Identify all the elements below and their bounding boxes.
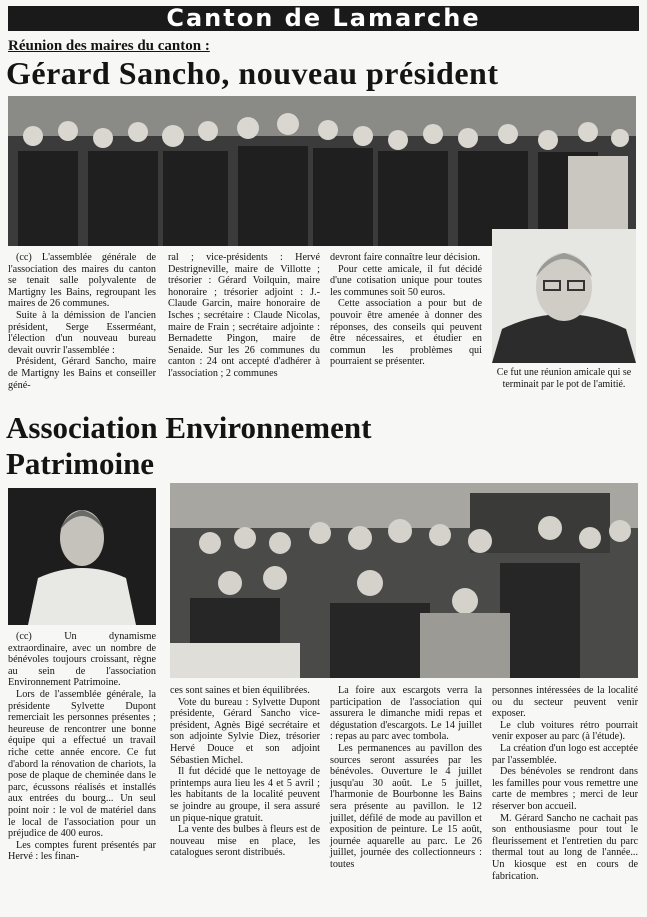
- portrait-photo-president-illustration: [492, 229, 636, 363]
- article1-col1-paragraph-2: Suite à la démission de l'ancien président, Serge Esserméant, l'élection d'un nouveau bureau devait ouvrir l'assemblée :: [8, 309, 156, 356]
- article2-col2-paragraph-4: La vente des bulbes à fleurs est de nouveau mise en place, les catalogues seront distribués.: [170, 824, 320, 859]
- article1-column-3: [330, 252, 482, 368]
- article2-col1-paragraph-3: Les comptes furent présentés par Hervé : les finan-: [8, 839, 156, 863]
- article2-column-4: [492, 685, 638, 882]
- group-photo-mayors-illustration: [8, 96, 636, 246]
- article2-col4-paragraph-2: Le club voitures rétro pourrait venir exposer au parc (à l'étude).: [492, 719, 638, 743]
- portrait-photo-president: [492, 229, 636, 363]
- section-banner: [8, 6, 639, 31]
- group-photo-mayors: [8, 96, 636, 246]
- article1-col1-paragraph-1: (cc) L'assemblée générale de l'association des maires du canton se tenait salle polyvalente de Martigny les Bains, regroupant les maires de 26 communes.: [8, 252, 156, 310]
- article2-column-1: [8, 631, 156, 863]
- article1-kicker: Réunion des maires du canton :: [8, 38, 210, 54]
- article2-col4-paragraph-1: personnes intéressées de la localité ou du secteur peuvent venir exposer.: [492, 685, 638, 720]
- article2-col3-paragraph-1: La foire aux escargots verra la participation de l'association qui assurera le dimanche midi repas et dégustation d'escargots. Le 14 juillet : repas au parc avec tombola.: [330, 685, 482, 743]
- article1-headline: Gérard Sancho, nouveau président: [6, 55, 499, 91]
- group-photo-association-illustration: [170, 483, 638, 678]
- article2-col1-paragraph-2: Lors de l'assemblée générale, la présidente Sylvette Dupont remerciait les personnes présentes ; heureuse de rencontrer une bonne équipe qui a effectué un travail riche cette année encore. Ce fut d'abord la rénovation de chariots, la pose de plaque de cheminée dans le parc, écussons réalisés et installés aux entrées du bourg... Un seul point noir : le vol de matériel dans le local de l'association pour un préjudice de 400 euros.: [8, 688, 156, 840]
- article1-col2-paragraph-1: ral ; vice-présidents : Hervé Destrigneville, maire de Villotte ; trésorier : Gérard Voilquin, maire honoraire ; trésorier adjoint : J.-Claude Garcin, maire honoraire de Isches ; secrétaire : Claude Nicolas, maire de Frain ; secrétaire adjointe : Bernadette Pingon, maire de Senaide. Sur les 26 communes du canton : 24 ont accepté d'adhérer à l'association ; 2 communes: [168, 252, 320, 379]
- portrait-photo-president-association: [8, 488, 156, 625]
- article2-col4-paragraph-5: M. Gérard Sancho ne cachait pas son enthousiasme pour tout le fleurissement et l'entretien du parc thermal tout au long de l'année... Un kiosque est en cours de fabrication.: [492, 812, 638, 882]
- article1-col1-paragraph-3: Président, Gérard Sancho, maire de Martigny les Bains et conseiller géné-: [8, 356, 156, 391]
- article2-col4-paragraph-4: Des bénévoles se rendront dans les familles pour vous remettre une carte de membres ; merci de leur réserver bon accueil.: [492, 766, 638, 812]
- article2-headline: Association Environnement Patrimoine: [6, 410, 372, 481]
- portrait-caption: Ce fut une réunion amicale qui se terminait par le pot de l'amitié.: [496, 367, 632, 390]
- portrait-photo-president-association-illustration: [8, 488, 156, 625]
- article1-column-2: [168, 252, 320, 380]
- article1-column-1: [8, 252, 156, 391]
- article2-col1-paragraph-1: (cc) Un dynamisme extraordinaire, avec un nombre de bénévoles toujours croissant, règne au sein de l'association Environnement Patrimoine.: [8, 631, 156, 689]
- article1-col3-paragraph-3: Cette association a pour but de pouvoir être amenée à donner des réponses, des conseils qui peuvent être nécessaires, et étudier en commun les problèmes qui pourraient se présenter.: [330, 298, 482, 368]
- group-photo-association: [170, 483, 638, 678]
- section-banner-title: Canton de Lamarche: [166, 4, 481, 32]
- article2-column-3: [330, 685, 482, 871]
- article2-col4-paragraph-3: La création d'un logo est acceptée par l'assemblée.: [492, 742, 638, 766]
- article2-column-2: [170, 685, 320, 859]
- article2-col2-paragraph-1: ces sont saines et bien équilibrées.: [170, 685, 310, 696]
- article1-col3-paragraph-1: devront faire connaître leur décision.: [330, 252, 481, 263]
- article2-col2-paragraph-2: Vote du bureau : Sylvette Dupont présidente, Gérard Sancho vice-président, Agnès Bigé secrétaire et son adjointe Sylvie Diez, trésorier Hervé Douce et son adjoint Sébastien Michel.: [170, 696, 320, 766]
- article2-col3-paragraph-2: Les permanences au pavillon des sources seront assurées par les bénévoles. Ouverture le 4 juillet jusqu'au 30 août. Le 5 juillet, l'harmonie de Bourbonne les Bains sera présente au pavillon. le 12 juillet, défilé de mode au pavillon et exposition de peinture. Le 15 août, journée aquarelle au parc. Le 26 juillet, journée des collectionneurs : toutes: [330, 742, 482, 870]
- article2-col2-paragraph-3: Il fut décidé que le nettoyage de printemps aura lieu les 4 et 5 avril ; les habitants de la localité peuvent se joindre au groupe, il sera assuré un pique-nique gratuit.: [170, 766, 320, 824]
- article1-col3-paragraph-2: Pour cette amicale, il fut décidé d'une cotisation unique pour toutes les communes soit 50 euros.: [330, 263, 482, 298]
